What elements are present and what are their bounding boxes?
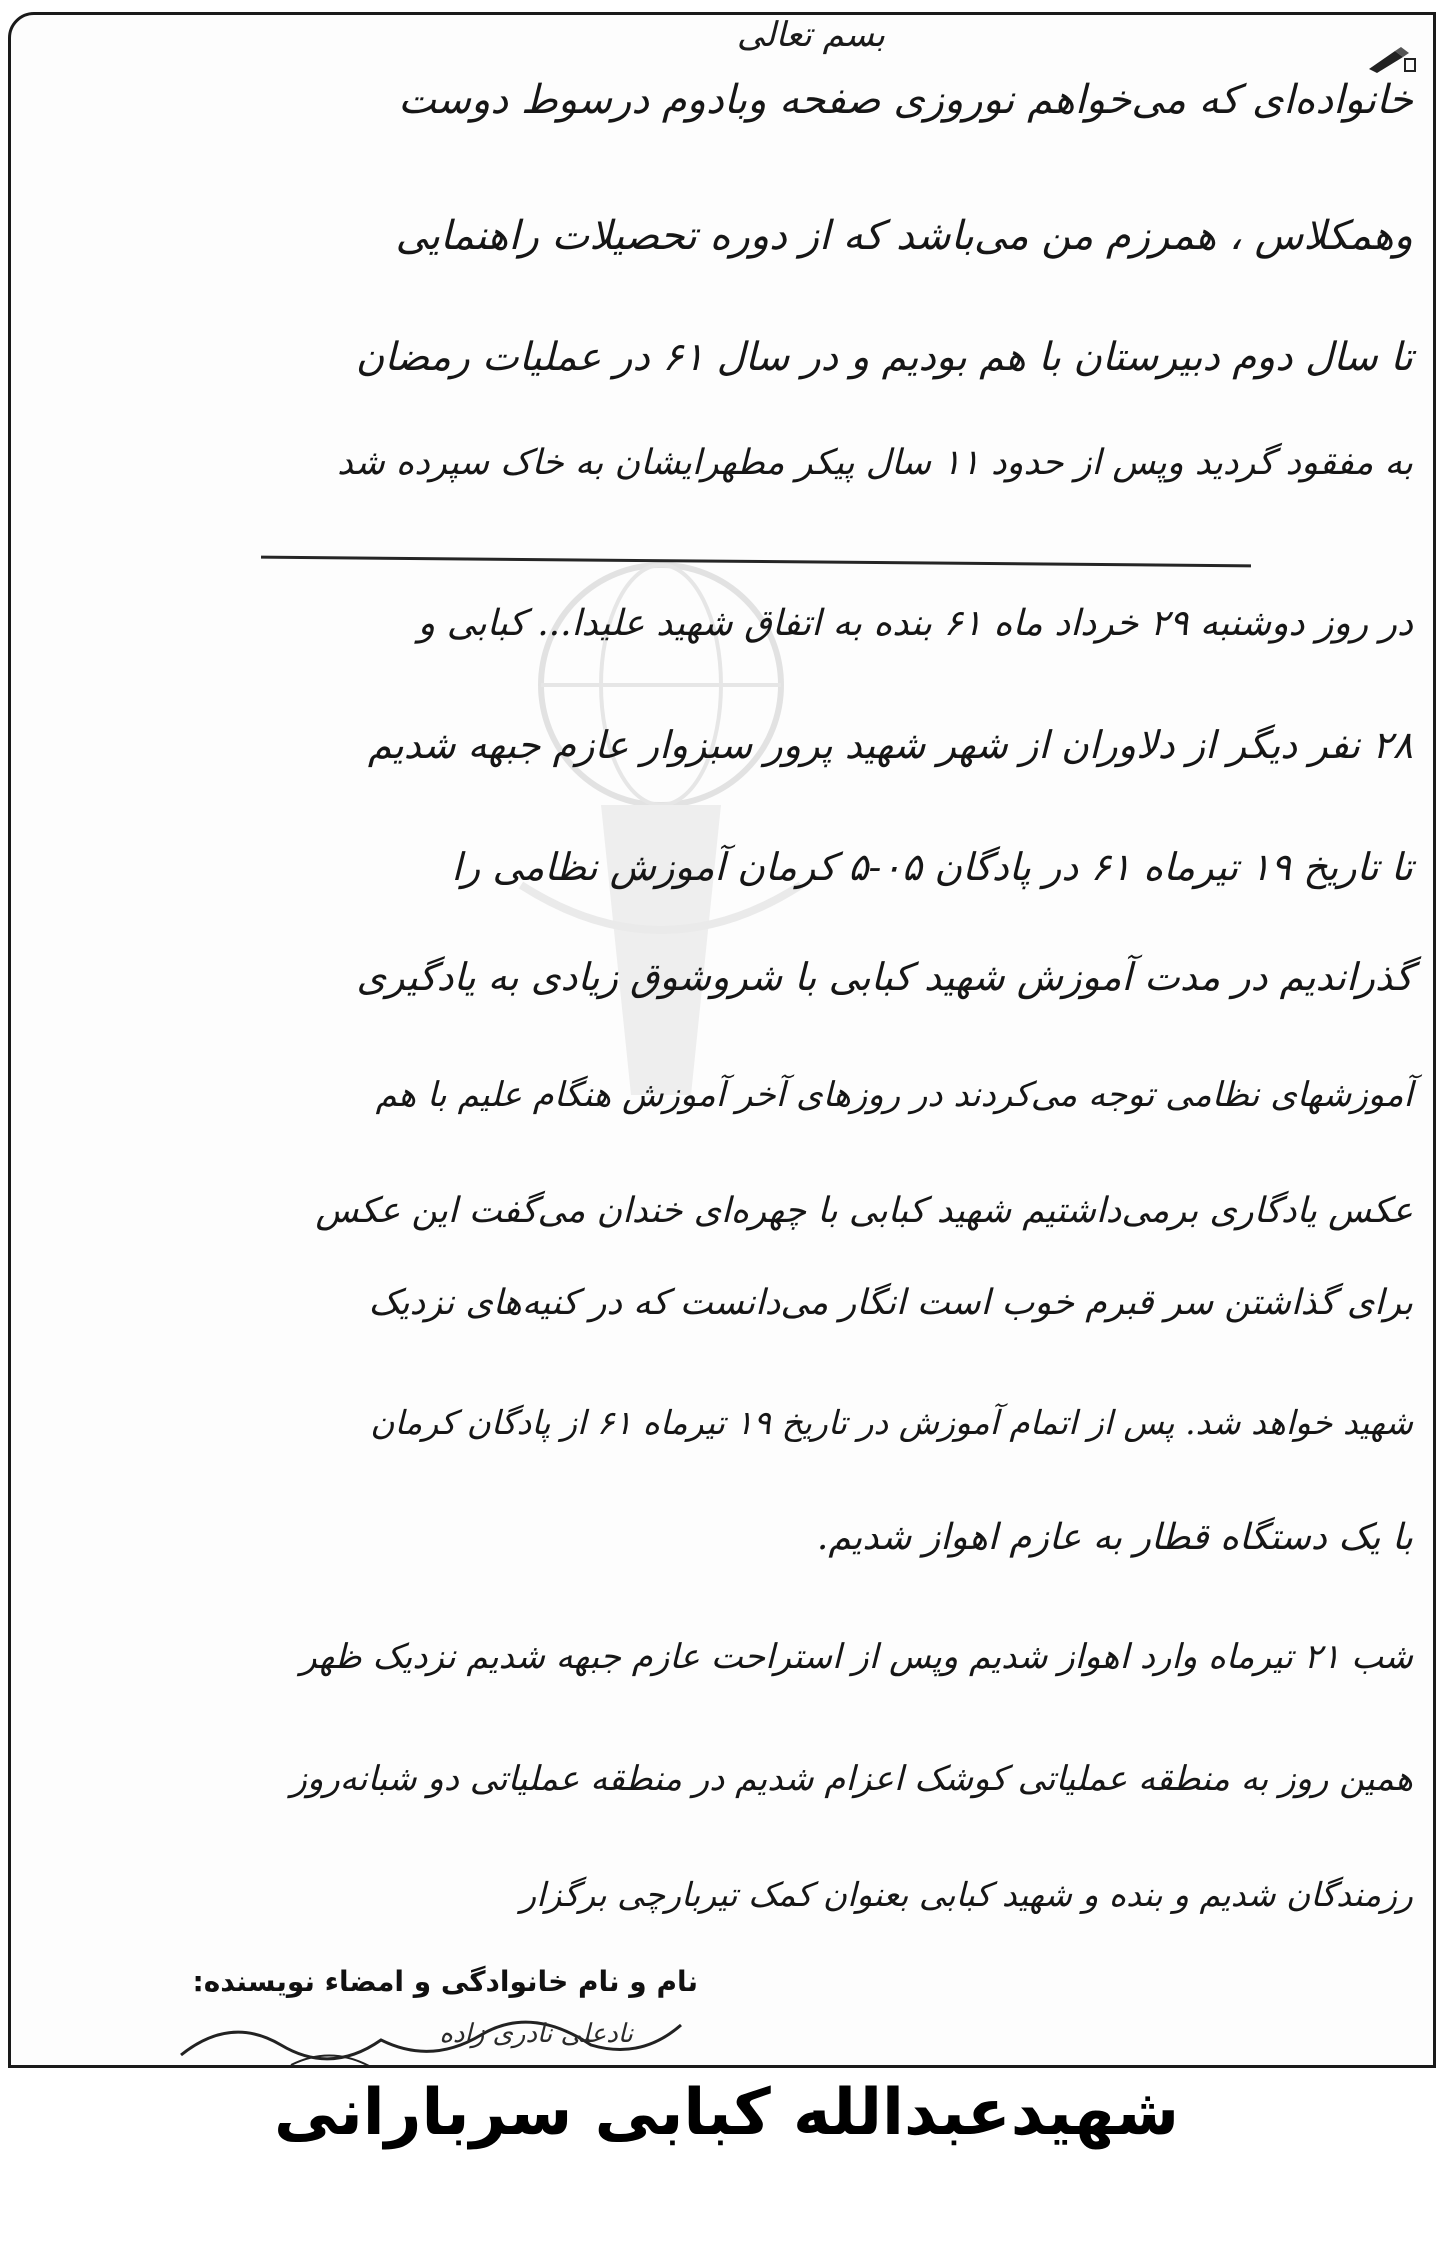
letter-line: رزمندگان شدیم و بنده و شهید کبابی بعنوان کمک تیربارچی برگزار [520, 1875, 1413, 1914]
letter-line: آموزشهای نظامی توجه می‌کردند در روزهای آخر آموزش هنگام علیم با هم [375, 1075, 1413, 1115]
letter-line: خانواده‌ای که می‌خواهم نوروزی صفحه وبادوم درسوط دوست [398, 77, 1413, 123]
letter-line: به مفقود گردید وپس از حدود ۱۱ سال پیکر مطهرایشان به خاک سپرده شد [337, 443, 1413, 483]
letter-line: با یک دستگاه قطار به عازم اهواز شدیم. [816, 1517, 1413, 1558]
letter-line: برای گذاشتن سر قبرم خوب است انگار می‌دانست که در کنیه‌های نزدیک [368, 1283, 1413, 1323]
letter-line: شب ۲۱ تیرماه وارد اهواز شدیم وپس از استراحت عازم جبهه شدیم نزدیک ظهر [300, 1637, 1413, 1677]
letter-line: گذراندیم در مدت آموزش شهید کبابی با شروشوق زیادی به یادگیری [356, 955, 1413, 999]
basmala: بسم تعالی [736, 15, 886, 55]
letter-line: وهمکلاس ، همرزم من می‌باشد که از دوره تحصیلات راهنمایی [395, 213, 1413, 259]
letter-line: تا سال دوم دبیرستان با هم بودیم و در سال ۶۱ در عملیات رمضان [355, 335, 1413, 380]
caption-title: شهیدعبدالله کبابی سربارانی [273, 2076, 1180, 2150]
letter-line: عکس یادگاری برمی‌داشتیم شهید کبابی با چهره‌ای خندان می‌گفت این عکس [315, 1191, 1413, 1231]
letter-line: در روز دوشنبه ۲۹ خرداد ماه ۶۱ بنده به اتفاق شهید علیدا... کبابی و [417, 603, 1413, 644]
signature-label: نام و نام خانوادگی و امضاء نویسنده: [192, 1965, 698, 1998]
letter-frame [8, 12, 1436, 2068]
letter-line: تا تاریخ ۱۹ تیرماه ۶۱ در پادگان ۰۵-۵ کرمان آموزش نظامی را [451, 845, 1413, 889]
signature-name: نادعلی نادری زاده [439, 2019, 633, 2049]
letter-line: ۲۸ نفر دیگر از دلاوران از شهر شهید پرور سبزوار عازم جبهه شدیم [367, 723, 1413, 767]
pen-icon [1365, 43, 1417, 77]
letter-line: همین روز به منطقه عملیاتی کوشک اعزام شدیم در منطقه عملیاتی دو شبانه‌روز [290, 1759, 1413, 1799]
letter-line: شهید خواهد شد. پس از اتمام آموزش در تاریخ ۱۹ تیرماه ۶۱ از پادگان کرمان [370, 1403, 1413, 1442]
section-divider [261, 556, 1251, 568]
